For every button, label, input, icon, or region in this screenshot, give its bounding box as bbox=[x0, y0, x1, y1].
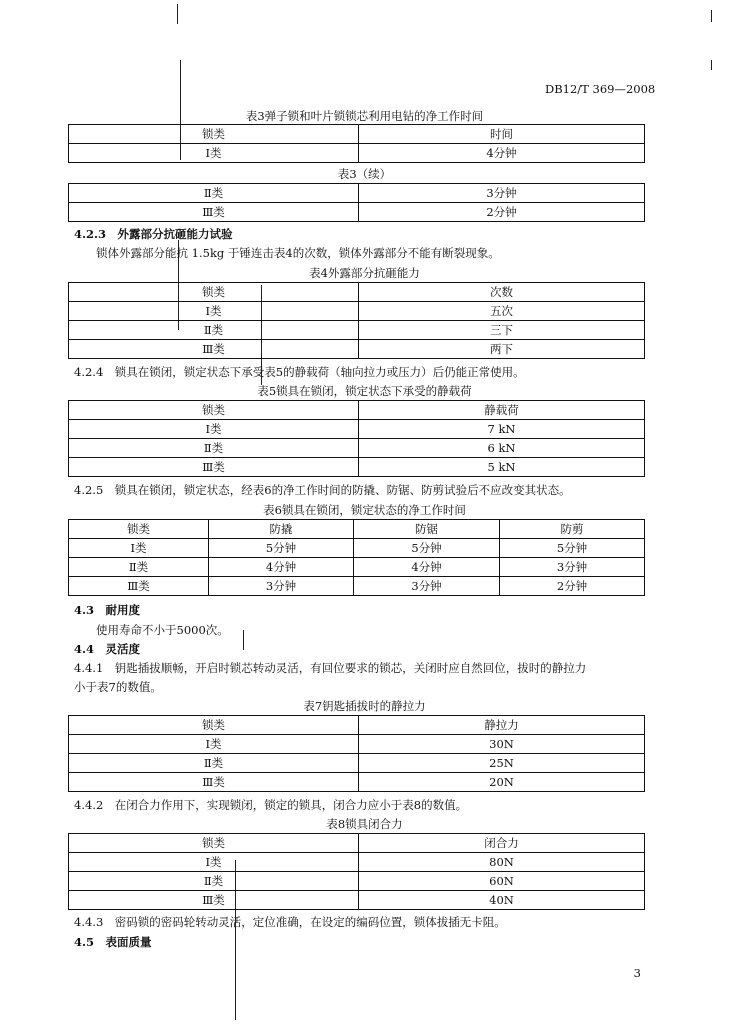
section-4-5-heading: 4.5 表面质量 bbox=[74, 935, 152, 949]
table-row bbox=[69, 773, 645, 792]
table-cell: 3分钟 bbox=[354, 577, 500, 596]
table-header-cell: 锁类 bbox=[69, 125, 359, 144]
table-row bbox=[69, 891, 645, 910]
table3-cont-caption: 表3（续） bbox=[337, 167, 392, 181]
document-code: DB12/T 369—2008 bbox=[545, 82, 656, 96]
table7 bbox=[68, 715, 645, 792]
table-cell: Ⅰ类 bbox=[69, 420, 359, 439]
table-row bbox=[69, 872, 645, 891]
table-row bbox=[69, 184, 645, 203]
table-cell: Ⅲ类 bbox=[69, 891, 359, 910]
table-header-cell: 防锯 bbox=[354, 520, 500, 539]
table-header-cell: 次数 bbox=[359, 283, 645, 302]
table-cell: Ⅲ类 bbox=[69, 773, 359, 792]
table3-continued bbox=[68, 183, 645, 222]
table5-caption: 表5锁具在锁闭，锁定状态下承受的静载荷 bbox=[257, 384, 472, 398]
table-cell: Ⅰ类 bbox=[69, 539, 209, 558]
table-row bbox=[69, 577, 645, 596]
table-row bbox=[69, 735, 645, 754]
page-number: 3 bbox=[633, 966, 641, 980]
table-cell: 6 kN bbox=[359, 439, 645, 458]
table6-caption: 表6锁具在锁闭，锁定状态的净工作时间 bbox=[263, 503, 466, 517]
table-cell: Ⅱ类 bbox=[69, 754, 359, 773]
table3-caption: 表3弹子锁和叶片锁锁芯利用电钻的净工作时间 bbox=[245, 109, 484, 123]
table-cell: 40N bbox=[359, 891, 645, 910]
table-cell: Ⅲ类 bbox=[69, 458, 359, 477]
table-cell: 5分钟 bbox=[500, 539, 645, 558]
section-4-3-heading: 4.3 耐用度 bbox=[74, 603, 141, 617]
table-row bbox=[69, 558, 645, 577]
table-cell: 20N bbox=[359, 773, 645, 792]
table-header-cell: 静载荷 bbox=[359, 401, 645, 420]
section-4-4-1-line1: 4.4.1 钥匙插拔顺畅，开启时锁芯转动灵活，有回位要求的锁芯，关闭时应自然回位，拔时的静拉力 bbox=[74, 661, 587, 675]
table-header-row bbox=[69, 520, 645, 539]
table-cell: 80N bbox=[359, 853, 645, 872]
table-cell: Ⅱ类 bbox=[69, 321, 359, 340]
table-row bbox=[69, 340, 645, 359]
table-row bbox=[69, 420, 645, 439]
table8-caption: 表8锁具闭合力 bbox=[326, 817, 403, 831]
table-header-row bbox=[69, 834, 645, 853]
table-header-cell: 锁类 bbox=[69, 834, 359, 853]
table-cell: Ⅱ类 bbox=[69, 558, 209, 577]
table-cell: 2分钟 bbox=[500, 577, 645, 596]
table7-caption: 表7钥匙插拔时的静拉力 bbox=[303, 699, 426, 713]
table8 bbox=[68, 833, 645, 910]
table-cell: 五次 bbox=[359, 302, 645, 321]
table-header-row bbox=[69, 125, 645, 144]
table-row bbox=[69, 321, 645, 340]
table5 bbox=[68, 400, 645, 477]
table-cell: Ⅰ类 bbox=[69, 735, 359, 754]
section-4-2-4-text: 4.2.4 锁具在锁闭，锁定状态下承受表5的静载荷（轴向拉力或压力）后仍能正常使用。 bbox=[74, 365, 525, 379]
table-cell: Ⅰ类 bbox=[69, 853, 359, 872]
table-cell: 7 kN bbox=[359, 420, 645, 439]
table-cell: 3分钟 bbox=[209, 577, 354, 596]
scan-line bbox=[711, 60, 712, 70]
table-cell: 5分钟 bbox=[354, 539, 500, 558]
section-4-3-text: 使用寿命不小于5000次。 bbox=[96, 623, 229, 637]
section-4-4-3-text: 4.4.3 密码锁的密码轮转动灵活，定位准确，在设定的编码位置，锁体拔插无卡阻。 bbox=[74, 915, 506, 929]
table-row bbox=[69, 853, 645, 872]
table-header-cell: 锁类 bbox=[69, 520, 209, 539]
table4-caption: 表4外露部分抗砸能力 bbox=[309, 266, 420, 280]
table-cell: Ⅰ类 bbox=[69, 302, 359, 321]
table-cell: 4分钟 bbox=[359, 144, 645, 163]
table-row bbox=[69, 439, 645, 458]
table-cell: 4分钟 bbox=[354, 558, 500, 577]
table-cell: Ⅲ类 bbox=[69, 340, 359, 359]
table-cell: 5分钟 bbox=[209, 539, 354, 558]
table-row bbox=[69, 302, 645, 321]
table-header-cell: 锁类 bbox=[69, 283, 359, 302]
table-row bbox=[69, 458, 645, 477]
table-cell: Ⅰ类 bbox=[69, 144, 359, 163]
table-header-cell: 防撬 bbox=[209, 520, 354, 539]
table6 bbox=[68, 519, 645, 596]
table-header-row bbox=[69, 401, 645, 420]
table-cell: Ⅲ类 bbox=[69, 577, 209, 596]
table-cell: 25N bbox=[359, 754, 645, 773]
table-row bbox=[69, 539, 645, 558]
table-header-row bbox=[69, 716, 645, 735]
table-cell: 60N bbox=[359, 872, 645, 891]
scan-line bbox=[243, 630, 244, 650]
table-header-cell: 时间 bbox=[359, 125, 645, 144]
table-cell: 三下 bbox=[359, 321, 645, 340]
section-4-2-3-heading: 4.2.3 外露部分抗砸能力试验 bbox=[74, 227, 233, 241]
table-row bbox=[69, 144, 645, 163]
table-cell: 4分钟 bbox=[209, 558, 354, 577]
table-cell: 3分钟 bbox=[359, 184, 645, 203]
table4 bbox=[68, 282, 645, 359]
table-cell: Ⅱ类 bbox=[69, 184, 359, 203]
section-4-2-5-text: 4.2.5 锁具在锁闭，锁定状态，经表6的净工作时间的防撬、防锯、防剪试验后不应改变其状态。 bbox=[74, 483, 571, 497]
table-cell: 2分钟 bbox=[359, 203, 645, 222]
table-header-cell: 锁类 bbox=[69, 401, 359, 420]
table-header-cell: 闭合力 bbox=[359, 834, 645, 853]
table-row bbox=[69, 203, 645, 222]
table-row bbox=[69, 754, 645, 773]
section-4-2-3-text: 锁体外露部分能抗 1.5kg 于锤连击表4的次数，锁体外露部分不能有断裂现象。 bbox=[96, 246, 500, 260]
table-cell: 两下 bbox=[359, 340, 645, 359]
section-4-4-2-text: 4.4.2 在闭合力作用下，实现锁闭，锁定的锁具，闭合力应小于表8的数值。 bbox=[74, 798, 468, 812]
table-cell: Ⅱ类 bbox=[69, 872, 359, 891]
table3 bbox=[68, 124, 645, 163]
table-cell: 30N bbox=[359, 735, 645, 754]
table-header-cell: 静拉力 bbox=[359, 716, 645, 735]
scan-line bbox=[711, 10, 712, 22]
table-cell: Ⅲ类 bbox=[69, 203, 359, 222]
section-4-4-1-line2: 小于表7的数值。 bbox=[74, 680, 162, 694]
table-cell: Ⅱ类 bbox=[69, 439, 359, 458]
table-header-row bbox=[69, 283, 645, 302]
scan-line bbox=[177, 4, 178, 24]
table-cell: 3分钟 bbox=[500, 558, 645, 577]
section-4-4-heading: 4.4 灵活度 bbox=[74, 642, 141, 656]
table-header-cell: 锁类 bbox=[69, 716, 359, 735]
table-cell: 5 kN bbox=[359, 458, 645, 477]
table-header-cell: 防剪 bbox=[500, 520, 645, 539]
